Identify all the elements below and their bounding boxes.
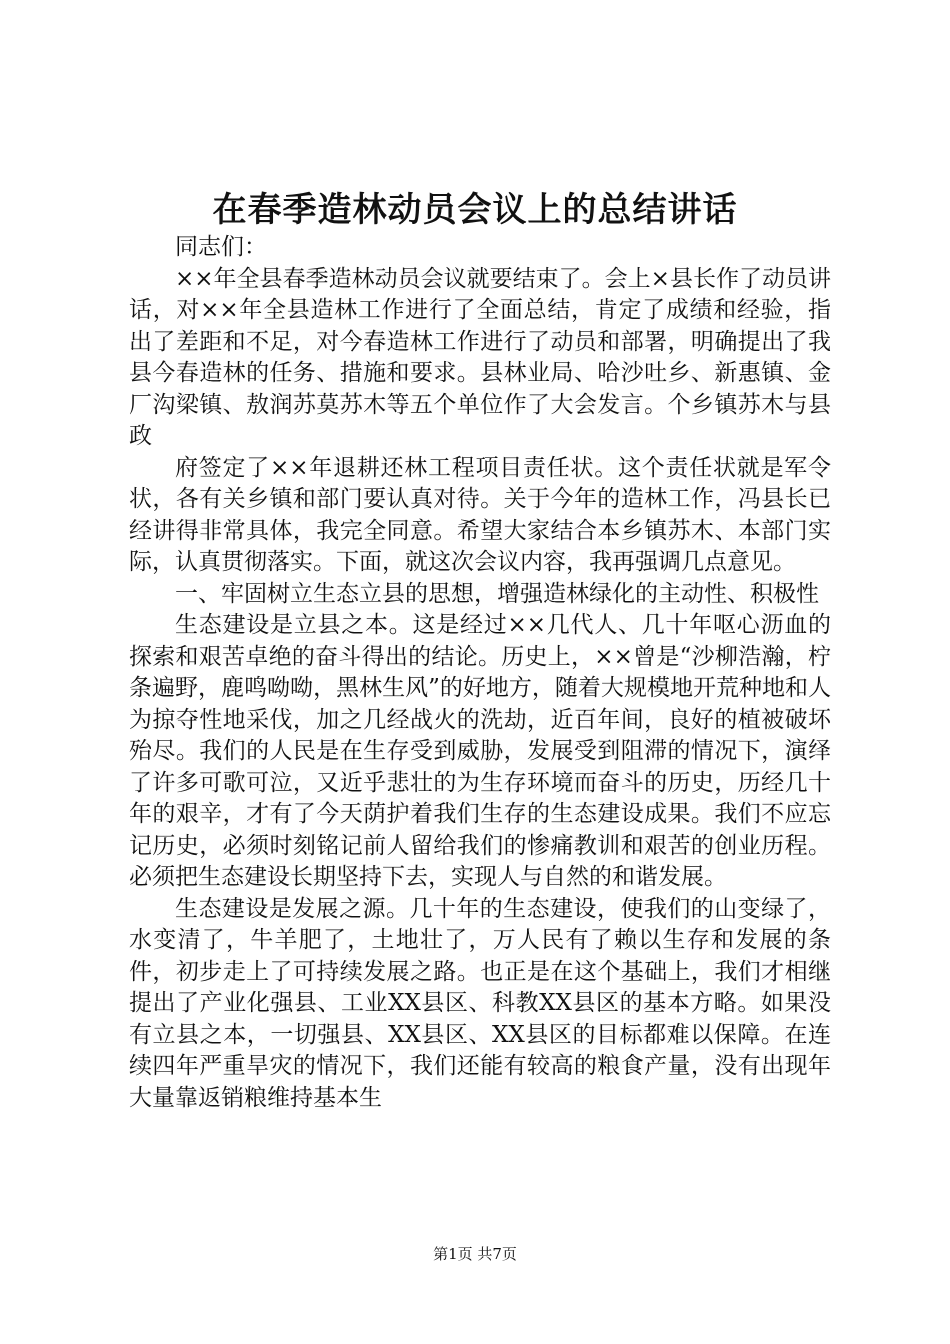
salutation-paragraph: 同志们： [175,234,267,260]
body-paragraph: 生态建设是立县之本。这是经过××几代人、几十年呕心沥血的探索和艰苦卓绝的奋斗得出的结论。历史上，××曾是“沙柳浩瀚，柠条遍野，鹿鸣呦呦，黑林生风”的好地方，随着大规模地开荒种地和人为掠夺性地采伐，加之几经战火的洗劫，近百年间，良好的植被破坏殆尽。我们的人民是在生存受到威胁，发展受到阻滞的情况下，演绎了许多可歌可泣，又近乎悲壮的为生存环境而奋斗的历史，历经几十年的艰辛，才有了今天荫护着我们生存的生态建设成果。我们不应忘记历史，必须时刻铭记前人留给我们的惨痛教训和艰苦的创业历程。必须把生态建设长期坚持下去，实现人与自然的和谐发展。 [129,612,831,890]
body-paragraph: 府签定了××年退耕还林工程项目责任状。这个责任状就是军令状，各有关乡镇和部门要认真对待。关于今年的造林工作，冯县长已经讲得非常具体，我完全同意。希望大家结合本乡镇苏木、本部门实际，认真贯彻落实。下面，就这次会议内容，我再强调几点意见。 [129,454,831,575]
body-paragraph: ××年全县春季造林动员会议就要结束了。会上×县长作了动员讲话，对××年全县造林工作进行了全面总结，肯定了成绩和经验，指出了差距和不足，对今春造林工作进行了动员和部署，明确提出了我县今春造林的任务、措施和要求。县林业局、哈沙吐乡、新惠镇、金厂沟梁镇、敖润苏莫苏木等五个单位作了大会发言。个乡镇苏木与县政 [129,265,831,449]
document-body [129,232,831,1114]
section-heading: 一、牢固树立生态立县的思想，增强造林绿化的主动性、积极性 [175,580,819,607]
document-title: 在春季造林动员会议上的总结讲话 [212,190,738,230]
page-footer: 第1页 共7页 [433,1245,517,1263]
body-paragraph: 生态建设是发展之源。几十年的生态建设，使我们的山变绿了，水变清了，牛羊肥了，土地壮了，万人民有了赖以生存和发展的条件，初步走上了可持续发展之路。也正是在这个基础上，我们才相继提出了产业化强县、工业XX县区、科教XX县区的基本方略。如果没有立县之本，一切强县、XX县区、XX县区的目标都难以保障。在连续四年严重旱灾的情况下，我们还能有较高的粮食产量，没有出现年大量靠返销粮维持基本生 [129,895,831,1111]
